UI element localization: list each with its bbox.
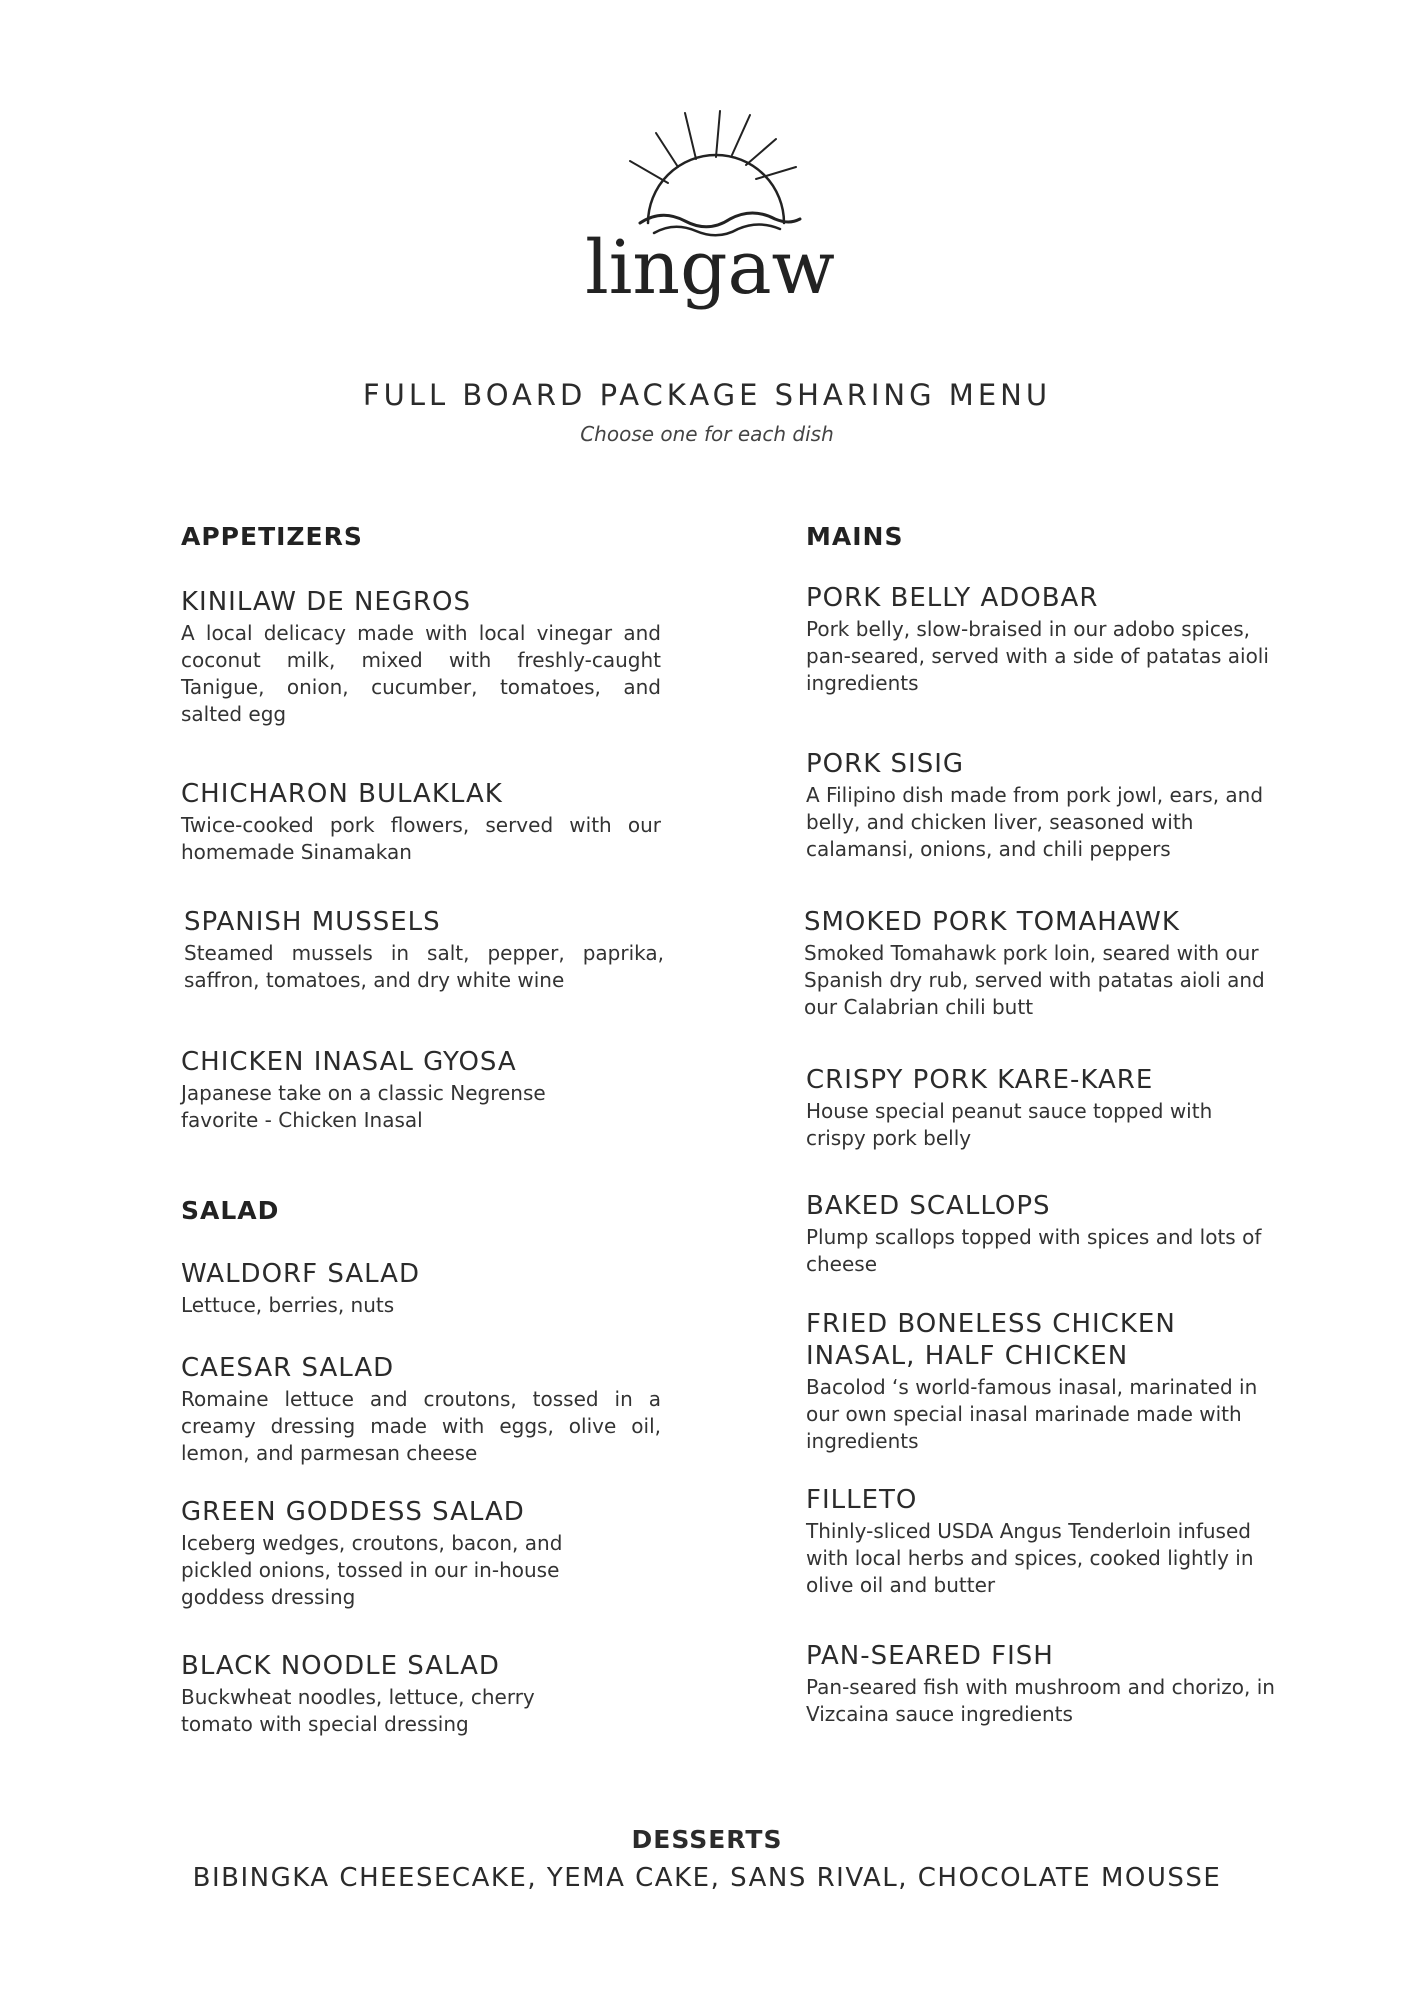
item-name: PAN-SEARED FISH <box>806 1641 1054 1671</box>
lingaw-wordmark: lingaw <box>585 225 835 311</box>
item-description: A Filipino dish made from pork jowl, ears, and belly, and chicken liver, seasoned with calamansi, onions, and chili peppers <box>806 783 1264 861</box>
item-description: Lettuce, berries, nuts <box>181 1293 395 1317</box>
salad-heading: SALAD <box>181 1196 280 1225</box>
page-title: FULL BOARD PACKAGE SHARING MENU <box>362 378 1052 412</box>
item-name: SPANISH MUSSELS <box>184 907 441 937</box>
item-description: Iceberg wedges, croutons, bacon, and pickled onions, tossed in our in-house goddess dressing <box>181 1531 563 1609</box>
menu-item-filleto <box>806 1484 1286 1599</box>
menu-item-caesar-salad <box>181 1352 661 1467</box>
menu-item-kinilaw <box>181 586 661 728</box>
item-description: Bacolod ‘s world-famous inasal, marinated in our own special inasal marinade made with ingredients <box>806 1375 1258 1453</box>
menu-item-black-noodle-salad <box>181 1650 661 1738</box>
item-name: CAESAR SALAD <box>181 1353 395 1383</box>
item-name: CHICHARON BULAKLAK <box>181 779 503 809</box>
menu-item-crispy-pork-kare-kare <box>806 1064 1286 1152</box>
menu-item-smoked-pork-tomahawk <box>804 906 1284 1021</box>
item-description: Japanese take on a classic Negrense favorite - Chicken Inasal <box>181 1081 546 1132</box>
item-name: SMOKED PORK TOMAHAWK <box>804 907 1180 937</box>
item-description: Steamed mussels in salt, pepper, paprika, saffron, tomatoes, and dry white wine <box>184 941 664 992</box>
mains-heading: MAINS <box>806 522 904 551</box>
item-name: BAKED SCALLOPS <box>806 1191 1051 1221</box>
item-description: Pork belly, slow-braised in our adobo spices, pan-seared, served with a side of patatas aioli ingredients <box>806 617 1269 695</box>
item-description: A local delicacy made with local vinegar and coconut milk, mixed with freshly-caught Tanigue, onion, cucumber, tomatoes, and salted egg <box>181 621 661 726</box>
menu-item-pork-sisig <box>806 748 1286 863</box>
item-name: KINILAW DE NEGROS <box>181 587 472 617</box>
menu-item-baked-scallops <box>806 1190 1286 1278</box>
item-name: BLACK NOODLE SALAD <box>181 1651 500 1681</box>
item-description: Pan-seared fish with mushroom and chorizo, in Vizcaina sauce ingredients <box>806 1675 1275 1726</box>
item-name: CHICKEN INASAL GYOSA <box>181 1047 517 1077</box>
desserts-list: BIBINGKA CHEESECAKE, YEMA CAKE, SANS RIVAL, CHOCOLATE MOUSSE <box>192 1863 1222 1893</box>
item-name: CRISPY PORK KARE-KARE <box>806 1065 1154 1095</box>
lingaw-logo <box>560 105 860 315</box>
menu-item-chicken-inasal-gyosa <box>181 1046 661 1134</box>
menu-item-pan-seared-fish <box>806 1640 1286 1728</box>
item-description: Romaine lettuce and croutons, tossed in a creamy dressing made with eggs, olive oil, lemon, and parmesan cheese <box>181 1387 661 1465</box>
item-name: WALDORF SALAD <box>181 1259 420 1289</box>
item-description: Thinly-sliced USDA Angus Tenderloin infused with local herbs and spices, cooked lightly in olive oil and butter <box>806 1519 1254 1597</box>
item-description: Buckwheat noodles, lettuce, cherry tomato with special dressing <box>181 1685 535 1736</box>
item-description: Plump scallops topped with spices and lots of cheese <box>806 1225 1262 1276</box>
item-name: PORK SISIG <box>806 749 965 779</box>
appetizers-heading: APPETIZERS <box>181 522 363 551</box>
desserts-heading: DESSERTS <box>631 1825 783 1854</box>
menu-item-spanish-mussels <box>184 906 664 994</box>
item-name: GREEN GODDESS SALAD <box>181 1497 525 1527</box>
item-description: Smoked Tomahawk pork loin, seared with our Spanish dry rub, served with patatas aioli and our Calabrian chili butt <box>804 941 1265 1019</box>
item-name: PORK BELLY ADOBAR <box>806 583 1099 613</box>
menu-item-green-goddess-salad <box>181 1496 661 1611</box>
menu-item-fried-boneless-chicken-inasal <box>806 1308 1286 1455</box>
item-description: Twice-cooked pork flowers, served with our homemade Sinamakan <box>181 813 661 864</box>
sun-wave-icon <box>560 105 860 315</box>
menu-item-pork-belly-adobar <box>806 582 1286 697</box>
page-subtitle: Choose one for each dish <box>580 422 834 446</box>
item-name: FILLETO <box>806 1485 918 1515</box>
item-name: FRIED BONELESS CHICKEN INASAL, HALF CHICKEN <box>806 1309 1176 1371</box>
menu-item-waldorf-salad <box>181 1258 661 1319</box>
menu-item-chicharon <box>181 778 661 866</box>
item-description: House special peanut sauce topped with crispy pork belly <box>806 1099 1213 1150</box>
